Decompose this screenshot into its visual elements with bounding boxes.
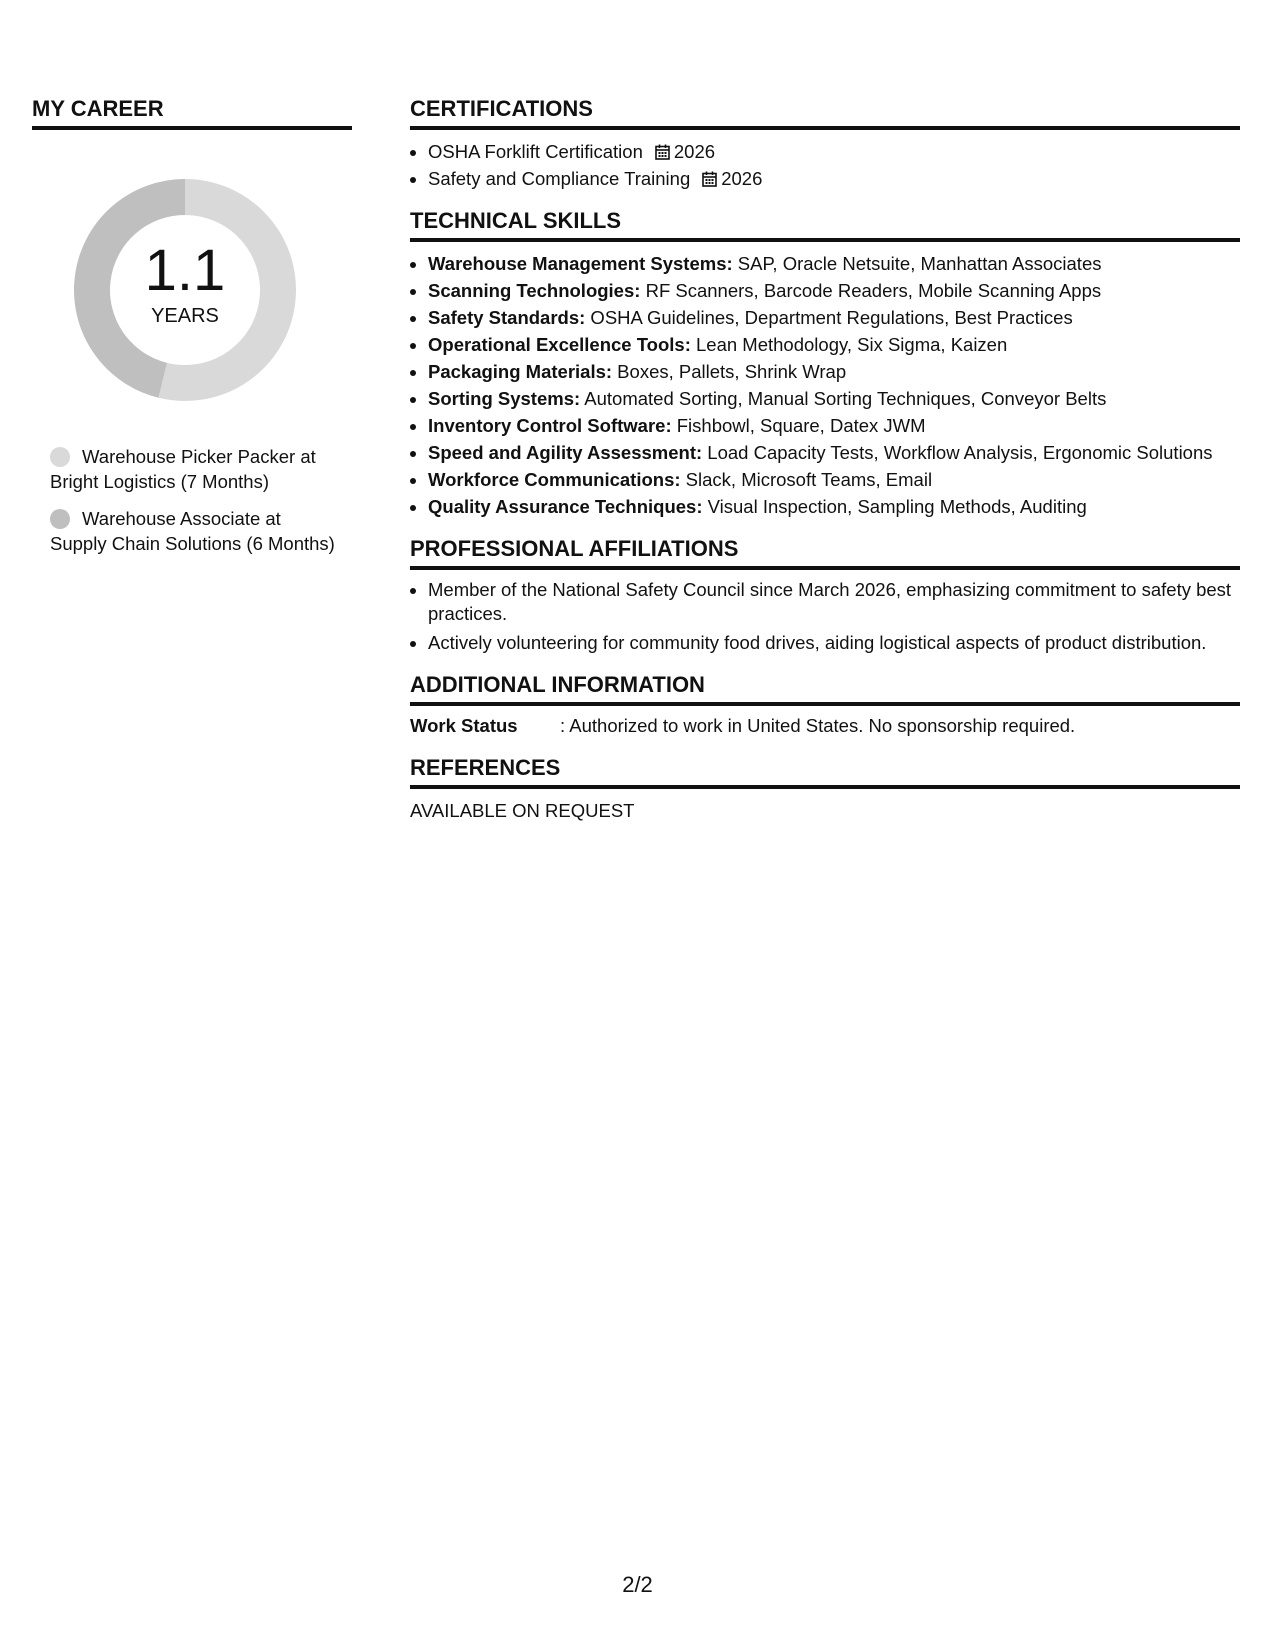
skill-label: Workforce Communications: (428, 469, 681, 490)
skill-value: Visual Inspection, Sampling Methods, Auditing (702, 496, 1087, 517)
skills-section (410, 206, 1240, 520)
calendar-icon (655, 144, 670, 160)
skills-heading: TECHNICAL SKILLS (410, 206, 1240, 242)
skill-item (428, 358, 1240, 385)
skill-item (428, 493, 1240, 520)
skill-item (428, 412, 1240, 439)
additional-info-heading: ADDITIONAL INFORMATION (410, 670, 1240, 706)
skill-item (428, 304, 1240, 331)
page-number: 2/2 (622, 1572, 653, 1597)
career-job-label: Warehouse Associate at Supply Chain Solutions (6 Months) (50, 508, 335, 554)
calendar-icon (702, 171, 717, 187)
skill-value: OSHA Guidelines, Department Regulations, Best Practices (585, 307, 1073, 328)
references-heading: REFERENCES (410, 753, 1240, 789)
skill-item (428, 439, 1240, 466)
certification-name: OSHA Forklift Certification (428, 141, 643, 162)
skill-label: Packaging Materials: (428, 361, 613, 382)
certifications-heading: CERTIFICATIONS (410, 94, 1240, 130)
work-status-row (410, 712, 1240, 739)
career-donut-chart (65, 170, 305, 410)
career-legend-item (50, 444, 340, 494)
certifications-section (410, 94, 1240, 192)
certification-year: 2026 (721, 168, 763, 189)
skill-label: Safety Standards: (428, 307, 586, 328)
certification-name: Safety and Compliance Training (428, 168, 691, 189)
references-section (410, 753, 1240, 824)
skill-label: Warehouse Management Systems: (428, 253, 733, 274)
skill-value: Fishbowl, Square, Datex JWM (671, 415, 926, 436)
affiliation-item: • Actively volunteering for community food drives, aiding logistical aspects of product distribution. (428, 629, 1240, 656)
skill-value: Slack, Microsoft Teams, Email (680, 469, 933, 490)
certification-year: 2026 (673, 141, 716, 162)
skill-item (428, 466, 1240, 493)
skill-label: Speed and Agility Assessment: (428, 442, 703, 463)
certification-item (428, 138, 1240, 165)
legend-dot-icon (50, 509, 70, 529)
career-column (32, 94, 352, 568)
skill-label: Scanning Technologies: (428, 280, 641, 301)
skill-label: Inventory Control Software: (428, 415, 672, 436)
main-column (410, 94, 1240, 838)
career-total-years: 1.1 (144, 238, 226, 303)
affiliation-item: • Member of the National Safety Council since March 2026, emphasizing commitment to safety best practices. (428, 578, 1240, 626)
skill-item (428, 250, 1240, 277)
career-legend (50, 444, 340, 556)
certification-item (428, 165, 1240, 192)
skill-value: Load Capacity Tests, Workflow Analysis, Ergonomic Solutions (702, 442, 1213, 463)
skill-value: Lean Methodology, Six Sigma, Kaizen (690, 334, 1008, 355)
references-text: AVAILABLE ON REQUEST (410, 800, 635, 821)
work-status-value: : Authorized to work in United States. No sponsorship required. (560, 715, 1076, 736)
skill-label: Operational Excellence Tools: (428, 334, 691, 355)
skill-label: Sorting Systems: (428, 388, 581, 409)
affiliations-section (410, 534, 1240, 656)
career-job-label: Warehouse Picker Packer at Bright Logistics (7 Months) (50, 446, 316, 492)
affiliations-list (410, 578, 1240, 656)
skill-value: RF Scanners, Barcode Readers, Mobile Scanning Apps (640, 280, 1102, 301)
legend-dot-icon (50, 447, 70, 467)
skill-value: Boxes, Pallets, Shrink Wrap (612, 361, 847, 382)
skill-item (428, 277, 1240, 304)
career-total-unit: YEARS (151, 305, 219, 327)
skills-list (410, 250, 1240, 520)
skill-item (428, 385, 1240, 412)
skill-value: Automated Sorting, Manual Sorting Techniques, Conveyor Belts (580, 388, 1107, 409)
donut-center (65, 170, 305, 410)
skill-item (428, 331, 1240, 358)
affiliations-heading: PROFESSIONAL AFFILIATIONS (410, 534, 1240, 570)
work-status-label: Work Status (410, 715, 518, 736)
certifications-list (410, 138, 1240, 192)
additional-info-section (410, 670, 1240, 739)
skill-value: SAP, Oracle Netsuite, Manhattan Associates (732, 253, 1102, 274)
skill-label: Quality Assurance Techniques: (428, 496, 703, 517)
career-legend-item (50, 506, 340, 556)
career-heading: MY CAREER (32, 94, 352, 130)
